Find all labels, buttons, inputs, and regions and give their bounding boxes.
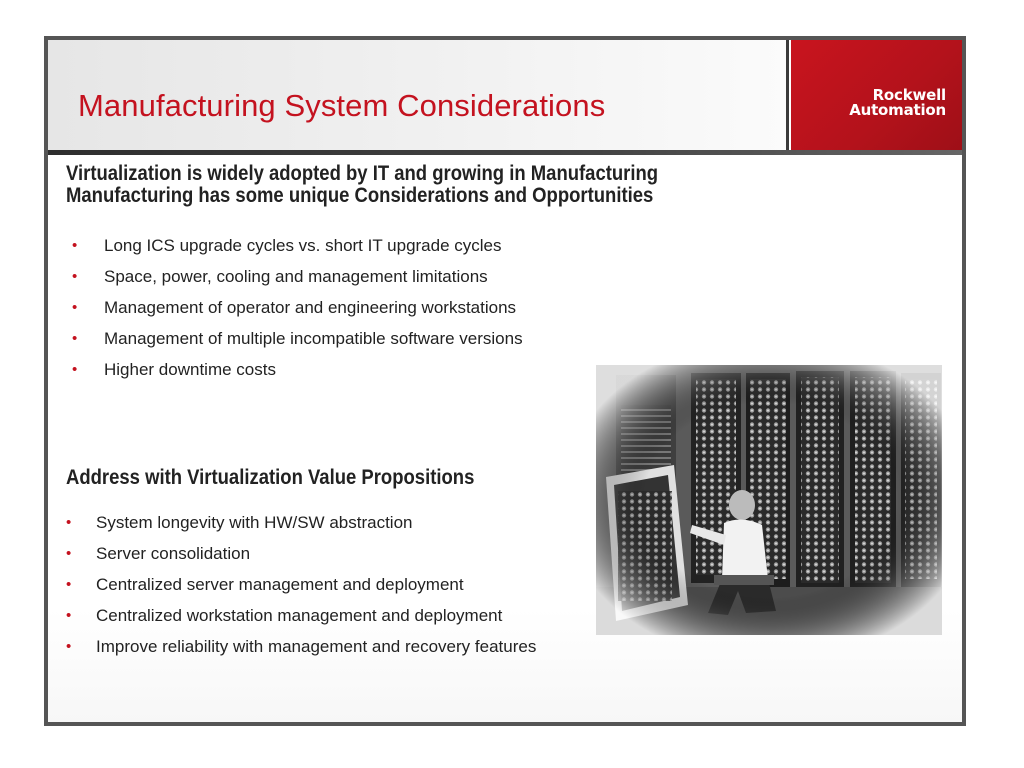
logo-text-line2: Automation [849,101,946,119]
bullet-text: Management of multiple incompatible software versions [104,329,523,348]
bullet-icon: • [66,576,72,593]
bullet-icon: • [72,361,78,378]
slide-title: Manufacturing System Considerations [78,88,606,123]
list-item [66,606,556,637]
bullet-icon: • [66,638,72,655]
bullet-text: Improve reliability with management and recovery features [96,637,537,656]
bullet-text: Management of operator and engineering workstations [104,298,517,317]
vintage-computer-illustration [596,365,942,635]
section1-bullet-list [72,236,523,391]
bullet-text: Higher downtime costs [104,360,276,379]
slide [48,40,962,722]
bullet-icon: • [66,545,72,562]
bullet-icon: • [72,268,78,285]
logo-text-line1: Rockwell [872,86,946,104]
bullet-icon: • [72,330,78,347]
bullet-icon: • [72,299,78,316]
bullet-icon: • [72,237,78,254]
list-item [72,267,523,298]
bullet-icon: • [66,514,72,531]
rockwell-automation-logo [789,40,962,150]
list-item [66,513,556,544]
section1-heading-line2: Manufacturing has some unique Considerations and Opportunities [66,184,654,207]
list-item [72,360,523,391]
bullet-text: Long ICS upgrade cycles vs. short IT upgrade cycles [104,236,502,255]
bullet-text: Space, power, cooling and management limitations [104,267,488,286]
bullet-icon: • [66,607,72,624]
bullet-text: Server consolidation [96,544,251,563]
bullet-text: Centralized workstation management and deployment [96,606,503,625]
list-item [66,575,556,606]
list-item [72,329,523,360]
header-bar [48,40,786,150]
bullet-text: System longevity with HW/SW abstraction [96,513,413,532]
bullet-text: Centralized server management and deployment [96,575,464,594]
vintage-computer-photo [596,365,942,635]
section2-heading: Address with Virtualization Value Propositions [66,466,475,489]
list-item [72,236,523,267]
list-item [72,298,523,329]
section2-bullet-list [66,513,556,681]
section1-heading-line1: Virtualization is widely adopted by IT and growing in Manufacturing [66,162,659,185]
list-item [66,544,556,575]
list-item [66,637,556,681]
